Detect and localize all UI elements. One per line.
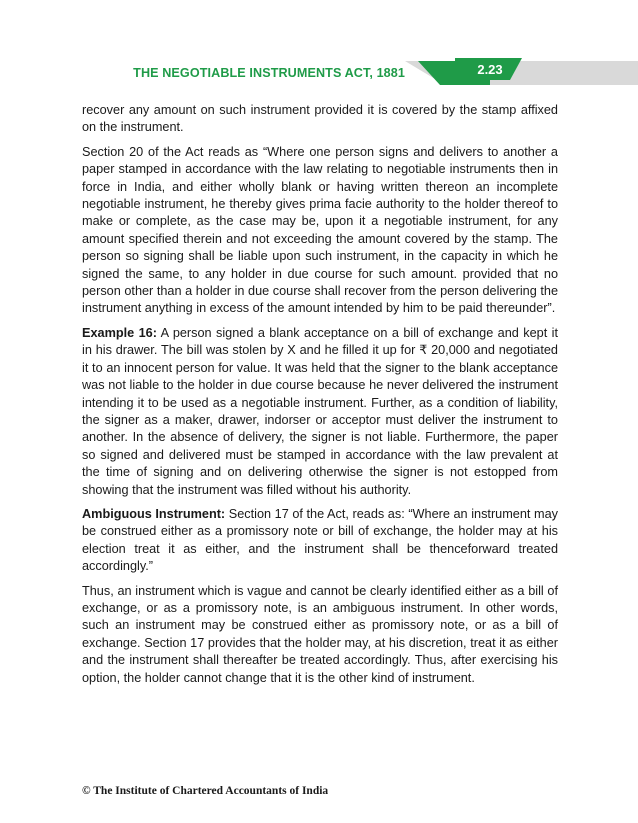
ambiguous-label: Ambiguous Instrument: xyxy=(82,506,226,521)
paragraph-section-20: Section 20 of the Act reads as “Where one person signs and delivers to another a paper stamped in accordance with the law relating to negotiable instruments then in force in India, and either wholly blank or having written thereon an incomplete negotiable instrument, he thereby gives prima facie authority to the holder thereof to make or complete, as the case may be, upon it a negotiable instrument, for any amount specified therein and not exceeding the amount covered by the stamp. The person so signing shall be liable upon such instrument, in the capacity in which he signed the same, to any holder in due course for such amount. provided that no person other than a holder in due course shall recover from the person delivering the instrument anything in excess of the amount intended by him to be paid thereunder”. xyxy=(82,144,558,316)
page-header xyxy=(0,58,638,88)
paragraph-ambiguous-instrument xyxy=(82,506,558,576)
page-footer: © The Institute of Chartered Accountants of India xyxy=(82,785,329,797)
page-body xyxy=(82,102,558,694)
page-number: 2.23 xyxy=(477,62,503,77)
example-text: A person signed a blank acceptance on a bill of exchange and kept it in his drawer. The bill was stolen by X and he filled it up for ₹ 20,000 and negotiated it to an innocent person for value. It was held that the signer to the blank acceptance was not liable to the holder in due course because he never delivered the instrument intending it to be used as a negotiable instrument. Further, as a condition of liability, the signer as a maker, drawer, indorser or acceptor must deliver the instrument to another. In the absence of delivery, the signer is not liable. Furthermore, the paper so signed and delivered must be stamped in accordance with the law prevalent at the time of signing and on delivering otherwise the signer is not estopped from showing that the instrument was filled without his authority. xyxy=(82,325,558,497)
paragraph-ambiguous-explanation: Thus, an instrument which is vague and cannot be clearly identified either as a bill of exchange, or as a promissory note, is an ambiguous instrument. In other words, such an instrument may be construed either as promissory note, or as a bill of exchange. Section 17 provides that the holder may, at his discretion, treat it as either and the instrument shall thereafter be treated accordingly. Thus, after exercising his option, the holder cannot change that it is the other kind of instrument. xyxy=(82,583,558,685)
paragraph-example-16 xyxy=(82,325,558,499)
paragraph-continuation: recover any amount on such instrument provided it is covered by the stamp affixed on the instrument. xyxy=(82,103,558,135)
running-header-title: THE NEGOTIABLE INSTRUMENTS ACT, 1881 xyxy=(133,66,405,80)
ambiguous-text: Section 17 of the Act, reads as: “Where an instrument may be construed either as a promissory note or bill of exchange, the holder may at his election treat it as either, and the instrument shall be thenceforward treated accordingly.” xyxy=(82,506,558,574)
example-label: Example 16: xyxy=(82,325,157,340)
